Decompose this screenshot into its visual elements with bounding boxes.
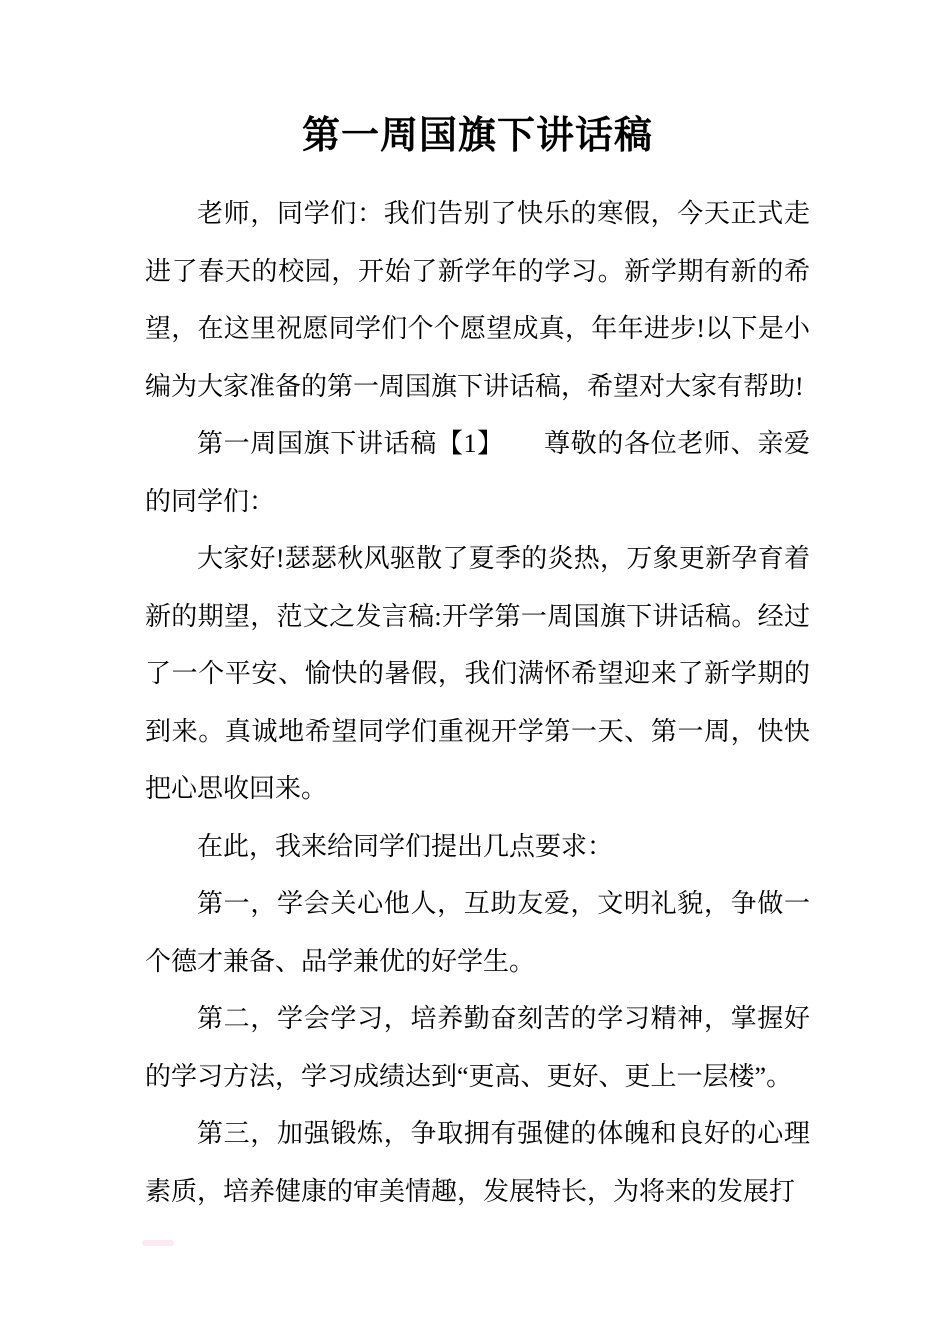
document-title: 第一周国旗下讲话稿 — [301, 115, 653, 157]
paragraph-greeting: 大家好!瑟瑟秋风驱散了夏季的炎热，万象更新孕育着新的期望，范文之发言稿:开学第一周国旗下讲话稿。经过了一个平安、愉快的暑假，我们满怀希望迎来了新学期的到来。真诚地希望同学们重视开学第一天、第一周，快快把心思收回来。 — [145, 544, 810, 803]
paragraph-requirement-2: 第二，学会学习，培养勤奋刻苦的学习精神，掌握好的学习方法，学习成绩达到“更高、更好、更上一层楼”。 — [145, 1004, 810, 1091]
document-content — [145, 112, 810, 1220]
paragraph-requirement-1: 第一，学会关心他人，互助友爱，文明礼貌，争做一个德才兼备、品学兼优的好学生。 — [145, 889, 810, 976]
paragraph-section-heading: 第一周国旗下讲话稿【1】 尊敬的各位老师、亲爱的同学们： — [145, 429, 810, 516]
faint-watermark-artifact — [142, 1240, 174, 1246]
paragraph-requirement-3: 第三，加强锻炼，争取拥有强健的体魄和良好的心理素质，培养健康的审美情趣，发展特长，为将来的发展打 — [145, 1119, 810, 1206]
paragraph-intro: 老师，同学们：我们告别了快乐的寒假，今天正式走进了春天的校园，开始了新学年的学习。新学期有新的希望，在这里祝愿同学们个个愿望成真，年年进步!以下是小编为大家准备的第一周国旗下讲话稿，希望对大家有帮助! — [145, 199, 810, 401]
paragraph-requirements-lead: 在此，我来给同学们提出几点要求： — [197, 831, 614, 861]
